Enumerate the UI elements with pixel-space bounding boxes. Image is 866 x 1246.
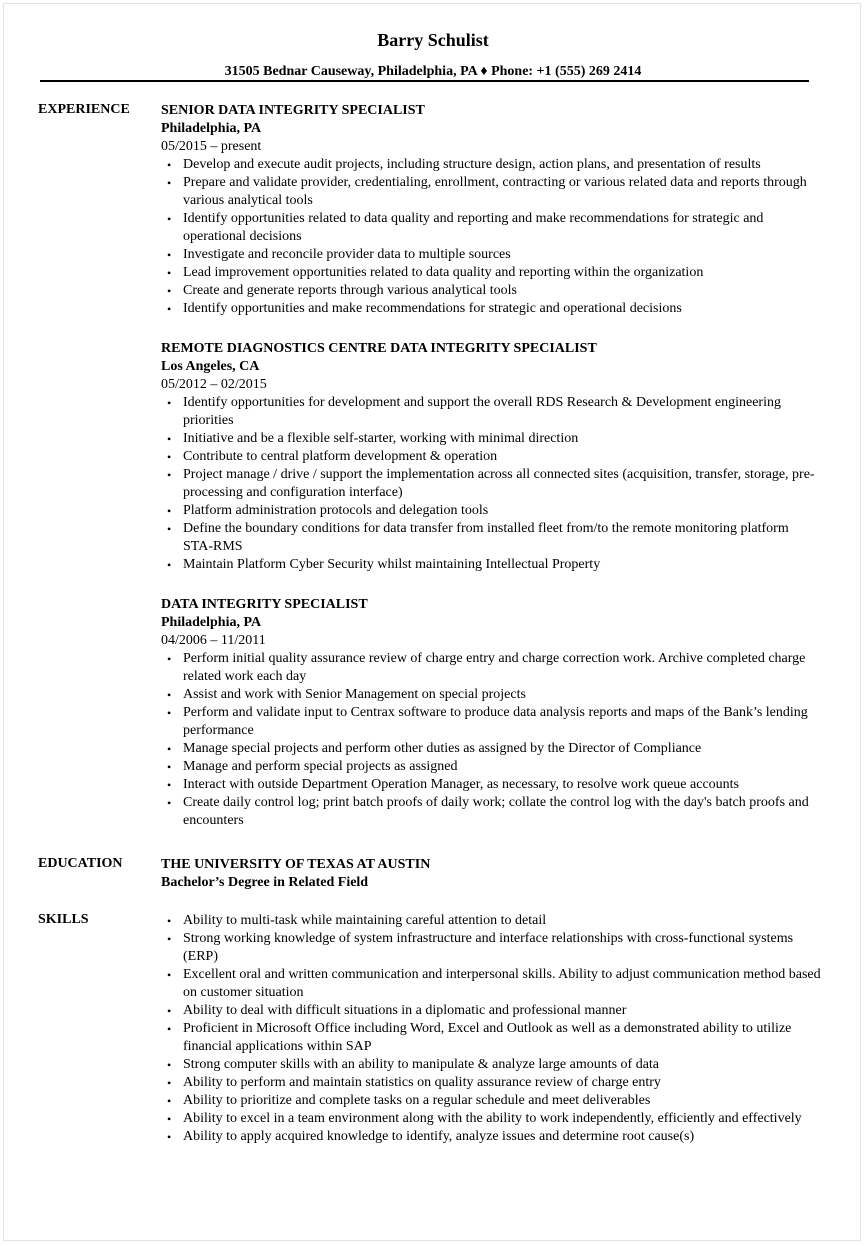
list-item: • Platform administration protocols and delegation tools bbox=[161, 502, 821, 520]
list-item: • Ability to perform and maintain statistics on quality assurance review of charge entry bbox=[161, 1074, 821, 1092]
degree: Bachelor’s Degree in Related Field bbox=[161, 875, 369, 890]
list-item: • Lead improvement opportunities related to data quality and reporting within the organization bbox=[161, 264, 821, 282]
list-item: • Project manage / drive / support the implementation across all connected sites (acquisition, transfer, storage, pre-processing and configuration interface) bbox=[161, 466, 821, 502]
school-name: THE UNIVERSITY OF TEXAS AT AUSTIN bbox=[161, 857, 431, 872]
job-dates: 05/2012 – 02/2015 bbox=[161, 377, 267, 392]
list-item: • Ability to deal with difficult situations in a diplomatic and professional manner bbox=[161, 1002, 821, 1020]
skills-label: SKILLS bbox=[38, 912, 89, 927]
list-item: • Investigate and reconcile provider data to multiple sources bbox=[161, 246, 821, 264]
job-title: DATA INTEGRITY SPECIALIST bbox=[161, 597, 368, 612]
list-item: • Ability to prioritize and complete tasks on a regular schedule and meet deliverables bbox=[161, 1092, 821, 1110]
job-3 bbox=[161, 596, 821, 830]
header-divider bbox=[40, 80, 809, 82]
list-item: • Perform initial quality assurance review of charge entry and charge correction work. Archive completed charge related work each day bbox=[161, 650, 821, 686]
list-item: • Ability to excel in a team environment along with the ability to work independently, efficiently and effectively bbox=[161, 1110, 821, 1128]
list-item: • Manage special projects and perform other duties as assigned by the Director of Compliance bbox=[161, 740, 821, 758]
list-item: • Excellent oral and written communication and interpersonal skills. Ability to adjust communication method based on customer situation bbox=[161, 966, 821, 1002]
job-bullets bbox=[161, 394, 821, 574]
job-2 bbox=[161, 340, 821, 574]
list-item: • Define the boundary conditions for data transfer from installed fleet from/to the remote monitoring platform STA-RMS bbox=[161, 520, 821, 556]
list-item: • Interact with outside Department Operation Manager, as necessary, to resolve work queue accounts bbox=[161, 776, 821, 794]
job-title: SENIOR DATA INTEGRITY SPECIALIST bbox=[161, 103, 425, 118]
job-dates: 05/2015 – present bbox=[161, 139, 262, 154]
list-item: • Identify opportunities for development and support the overall RDS Research & Development engineering priorities bbox=[161, 394, 821, 430]
list-item: • Manage and perform special projects as assigned bbox=[161, 758, 821, 776]
job-bullets bbox=[161, 156, 821, 318]
job-bullets bbox=[161, 650, 821, 830]
list-item: • Identify opportunities and make recommendations for strategic and operational decisions bbox=[161, 300, 821, 318]
list-item: • Initiative and be a flexible self-starter, working with minimal direction bbox=[161, 430, 821, 448]
job-dates: 04/2006 – 11/2011 bbox=[161, 633, 266, 648]
skills-list bbox=[161, 912, 821, 1146]
list-item: • Create and generate reports through various analytical tools bbox=[161, 282, 821, 300]
list-item: • Develop and execute audit projects, including structure design, action plans, and presentation of results bbox=[161, 156, 821, 174]
list-item: • Proficient in Microsoft Office including Word, Excel and Outlook as well as a demonstrated ability to utilize financial applications within SAP bbox=[161, 1020, 821, 1056]
list-item: • Strong working knowledge of system infrastructure and interface relationships with cross-functional systems (ERP) bbox=[161, 930, 821, 966]
list-item: • Create daily control log; print batch proofs of daily work; collate the control log with the day's batch proofs and encounters bbox=[161, 794, 821, 830]
list-item: • Contribute to central platform development & operation bbox=[161, 448, 821, 466]
candidate-name: Barry Schulist bbox=[377, 30, 489, 50]
list-item: • Perform and validate input to Centrax software to produce data analysis reports and maps of the Bank’s lending performance bbox=[161, 704, 821, 740]
job-location: Philadelphia, PA bbox=[161, 121, 262, 136]
list-item: • Prepare and validate provider, credentialing, enrollment, contracting or various related data and reports through various analytical tools bbox=[161, 174, 821, 210]
list-item: • Strong computer skills with an ability to manipulate & analyze large amounts of data bbox=[161, 1056, 821, 1074]
list-item: • Ability to multi-task while maintaining careful attention to detail bbox=[161, 912, 821, 930]
skills-bullets bbox=[161, 912, 821, 1146]
job-location: Philadelphia, PA bbox=[161, 615, 262, 630]
list-item: • Ability to apply acquired knowledge to identify, analyze issues and determine root cause(s) bbox=[161, 1128, 821, 1146]
list-item: • Identify opportunities related to data quality and reporting and make recommendations for strategic and operational decisions bbox=[161, 210, 821, 246]
education-label: EDUCATION bbox=[38, 856, 123, 871]
experience-label: EXPERIENCE bbox=[38, 102, 130, 117]
job-title: REMOTE DIAGNOSTICS CENTRE DATA INTEGRITY SPECIALIST bbox=[161, 341, 597, 356]
job-location: Los Angeles, CA bbox=[161, 359, 260, 374]
contact-line: 31505 Bednar Causeway, Philadelphia, PA ♦ Phone: +1 (555) 269 2414 bbox=[224, 64, 642, 79]
list-item: • Assist and work with Senior Management on special projects bbox=[161, 686, 821, 704]
job-1 bbox=[161, 102, 821, 318]
education-entry bbox=[161, 856, 821, 892]
list-item: • Maintain Platform Cyber Security whilst maintaining Intellectual Property bbox=[161, 556, 821, 574]
